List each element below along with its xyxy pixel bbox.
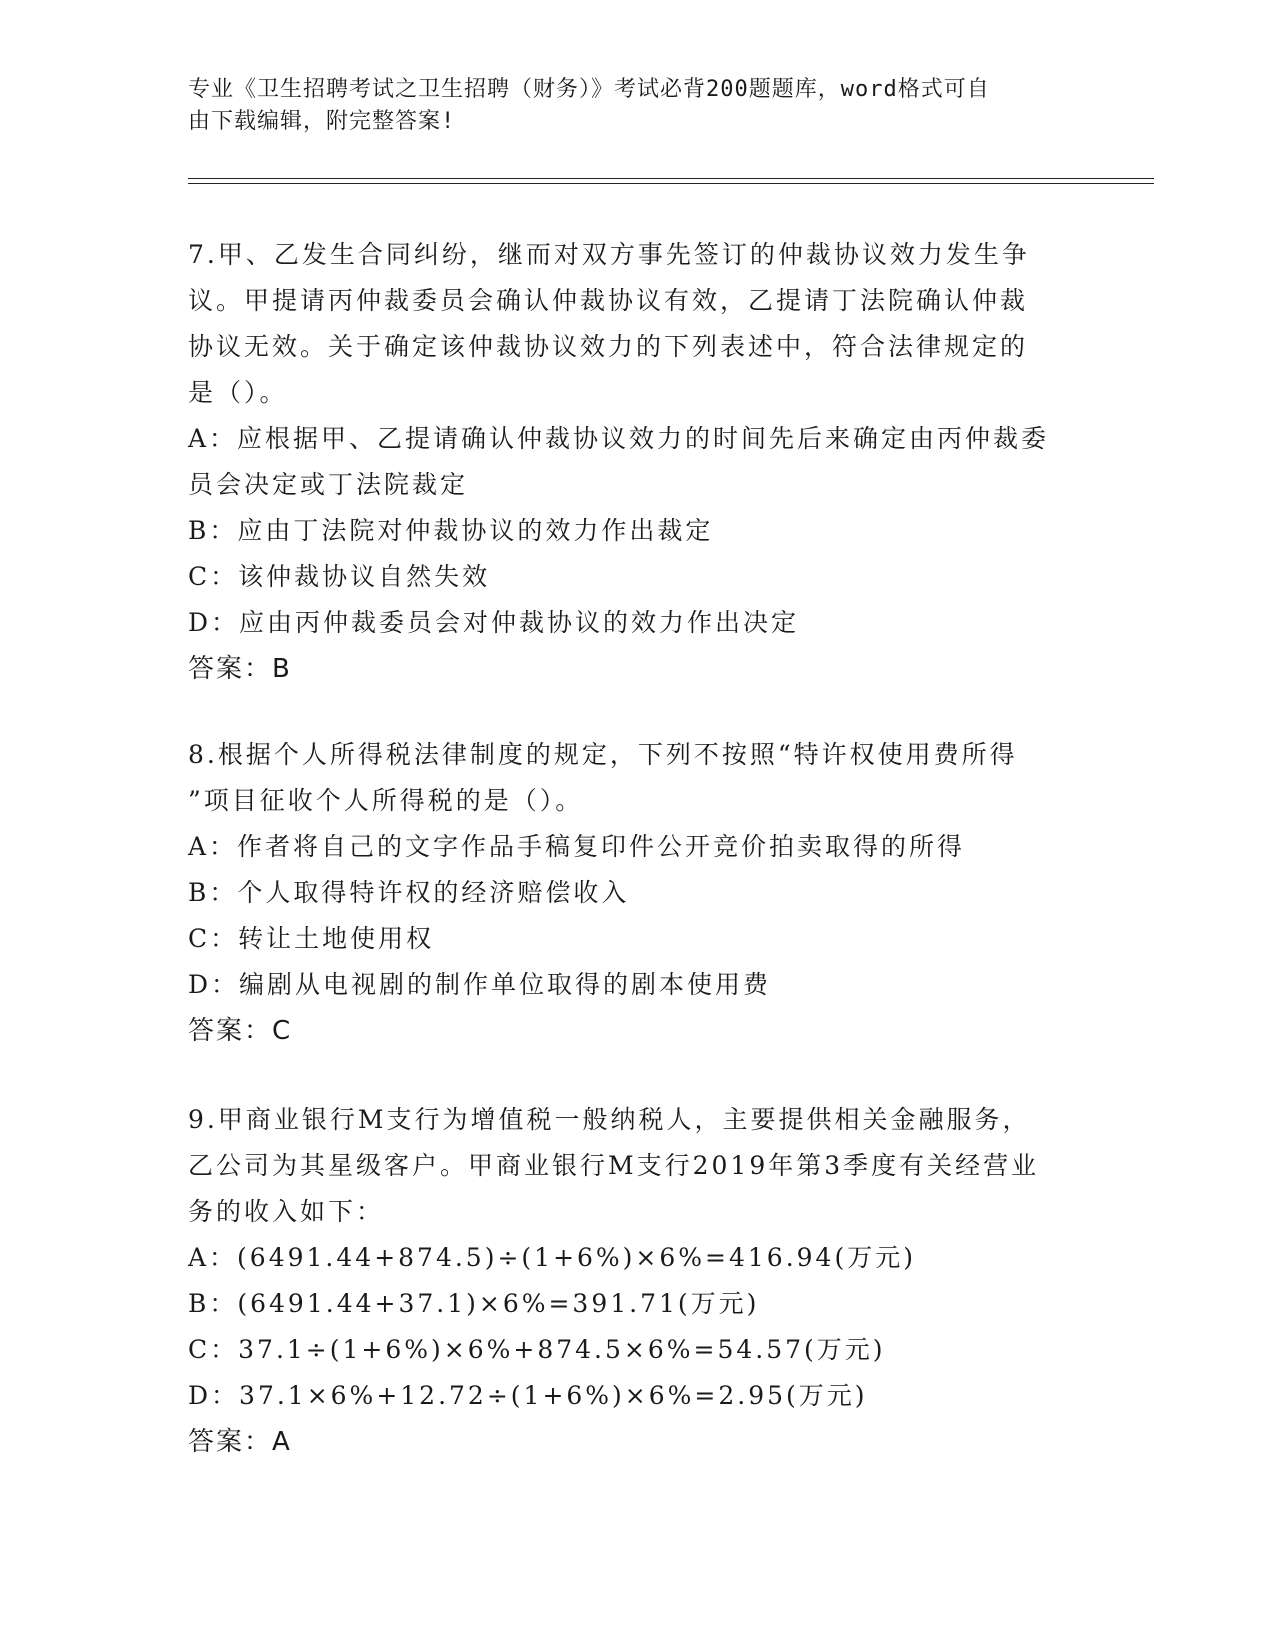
question-stem-line: ”项目征收个人所得税的是（）。 xyxy=(188,786,584,815)
option-c: C：37.1÷(1+6%)×6%+874.5×6%=54.57(万元) xyxy=(188,1335,886,1364)
question-stem-line: 8.根据个人所得税法律制度的规定，下列不按照“特许权使用费所得 xyxy=(188,740,1018,769)
header-divider-top xyxy=(188,178,1154,179)
option-a: A：应根据甲、乙提请确认仲裁协议效力的时间先后来确定由丙仲裁委 xyxy=(188,424,1050,453)
answer-line: 答案：B xyxy=(188,654,292,684)
question-9 xyxy=(188,1097,1088,1465)
option-d: D：应由丙仲裁委员会对仲裁协议的效力作出决定 xyxy=(188,608,800,637)
question-8 xyxy=(188,732,1088,1054)
document-header xyxy=(188,74,1088,138)
question-7 xyxy=(188,232,1088,692)
question-stem-line: 9.甲商业银行M支行为增值税一般纳税人，主要提供相关金融服务， xyxy=(188,1105,1031,1134)
option-c: C：该仲裁协议自然失效 xyxy=(188,562,491,591)
question-stem-line: 务的收入如下： xyxy=(188,1197,385,1226)
header-line: 由下载编辑，附完整答案! xyxy=(188,109,456,134)
question-stem-line: 乙公司为其星级客户。甲商业银行M支行2019年第3季度有关经营业 xyxy=(188,1151,1040,1180)
header-line: 专业《卫生招聘考试之卫生招聘（财务）》考试必背200题题库，word格式可自 xyxy=(188,77,990,102)
option-a: A：(6491.44+874.5)÷(1+6%)×6%=416.94(万元) xyxy=(188,1243,916,1272)
question-stem-line: 议。甲提请丙仲裁委员会确认仲裁协议有效，乙提请丁法院确认仲裁 xyxy=(188,286,1029,315)
answer-line: 答案：A xyxy=(188,1427,292,1457)
option-c: C：转让土地使用权 xyxy=(188,924,435,953)
option-b: B：(6491.44+37.1)×6%=391.71(万元) xyxy=(188,1289,760,1318)
option-d: D：编剧从电视剧的制作单位取得的剧本使用费 xyxy=(188,970,772,999)
header-divider-bottom xyxy=(188,183,1154,184)
question-stem-line: 是（）。 xyxy=(188,378,288,407)
question-stem-line: 协议无效。关于确定该仲裁协议效力的下列表述中，符合法律规定的 xyxy=(188,332,1029,361)
option-b: B：个人取得特许权的经济赔偿收入 xyxy=(188,878,630,907)
option-a-continued: 员会决定或丁法院裁定 xyxy=(188,470,469,499)
option-b: B：应由丁法院对仲裁协议的效力作出裁定 xyxy=(188,516,714,545)
option-d: D：37.1×6%+12.72÷(1+6%)×6%=2.95(万元) xyxy=(188,1381,868,1410)
answer-line: 答案：C xyxy=(188,1016,293,1046)
option-a: A：作者将自己的文字作品手稿复印件公开竞价拍卖取得的所得 xyxy=(188,832,966,861)
question-stem-line: 7.甲、乙发生合同纠纷，继而对双方事先签订的仲裁协议效力发生争 xyxy=(188,240,1030,269)
